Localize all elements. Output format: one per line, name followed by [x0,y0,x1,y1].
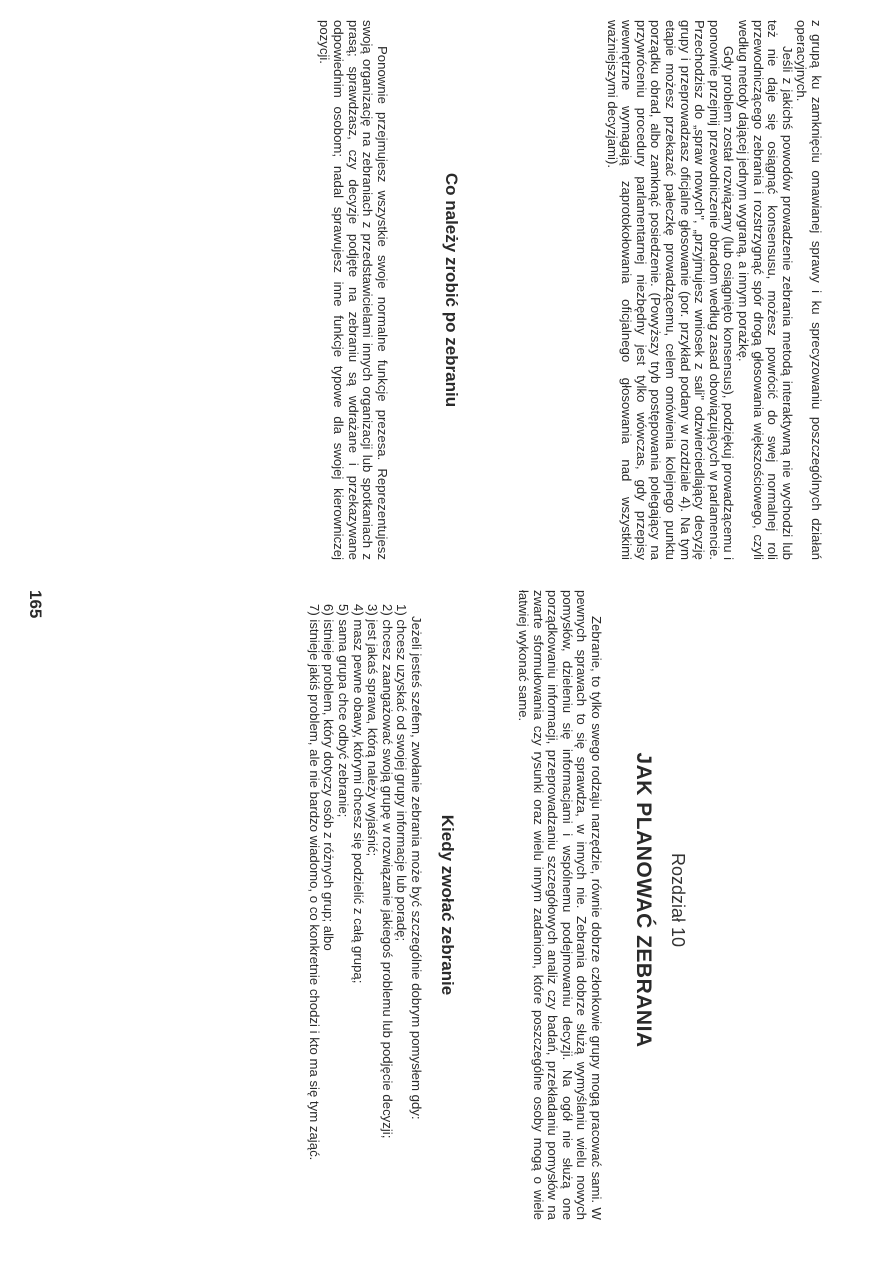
list-item: 4) masz pewne obawy, którymi chcesz się podzielić z całą grupą; [350,604,366,984]
intro-text: Zebranie, to tylko swego rodzaju narzędzie, równie dobrze członkowie grupy mogą pracować sami. W pewnych sprawach to się sprawdza, w innych nie. Zebrania dobrze służą wymyślaniu wielu nowych pomysłów, dzieleniu się informacjami i wspólnemu podejmowaniu decyzji. Na ogół nie służą one porządkowaniu informacji, przeprowadzaniu szczegółowych analiz czy badań, przekładaniu pomysłów na zwarte sformułowania czy rysunki oraz wielu innym zadaniom, które poszczególne osoby mogą o wiele łatwiej wykonać same. [516,590,604,1220]
list-item: 3) jest jakaś sprawa, którą należy wyjaśnić; [365,604,381,857]
section-after-body [316,20,389,560]
list-item: 6) istnieje problem, który dotyczy osób z różnych grup; albo [321,604,337,951]
section-after-paragraph: Ponownie przejmujesz wszystkie swoje normalne funkcje prezesa. Reprezentujesz swoją organizację na zebraniach z przedstawicielami innych organizacji lub spotkaniach z prasą; sprawdzasz, czy decyzje podjęte na zebraniu są wdrażane i przekazywane odpowiednim osobom; nadal sprawujesz inne funkcje typowe dla swojej kierowniczej pozycji. [316,20,390,560]
left-column [0,20,893,560]
continued-p1: z grupą ku zamknięciu omawianej sprawy i ku sprecyzowaniu poszczególnych działań operacyjnych. [794,20,824,560]
continued-p2: Jeśli z jakichś powodów prowadzenie zebrania metodą interaktywną nie wychodzi lub też nie daje się osiągnąć konsensusu, możesz powrócić do swej normalnej roli przewodniczącego zebrania i rozstrzygnąć spór drogą głosowania większościowego, czyli według metody dającej jednym wygraną, a innym porażkę. [736,20,795,560]
chapter-label: Rozdział 10 [668,852,688,948]
section-when-body [306,590,423,1220]
intro-paragraph [515,590,603,1220]
continued-text [604,20,823,560]
section-after-heading: Co należy zrobić po zebraniu [442,172,461,408]
page-number: 165 [26,590,45,619]
list-item: 2) chcesz zaangażować swoją grupę w rozwiązanie jakiegoś problemu lub podjęcie decyzji; [379,604,395,1139]
list-item: 5) sama grupa chce odbyć zebranie; [336,604,352,818]
section-when-heading: Kiedy zwołać zebranie [438,814,457,996]
chapter-title: JAK PLANOWAĆ ZEBRANIA [632,752,655,1048]
conditions-list [306,590,408,1220]
right-column [0,580,893,1220]
list-item: 7) istnieje jakiś problem, ale nie bardzo wiadomo, o co konkretnie chodzi i kto ma się tym zająć. [306,604,322,1161]
continued-p3: Gdy problem został rozwiązany (lub osiągnięto konsensus), podziękuj prowadzącemu i ponownie przejmij przewodniczenie obradom według zasad obowiązujących w parlamencie. Przechodzisz do „spraw nowych", „przyjmujesz wniosek z sali" odzwierciedlający decyzję grupy i przeprowadzasz oficjalne głosowanie (por. przykład podany w rozdziale 4). Na tym etapie możesz przekazać pałeczkę prowadzącemu, celem omówienia kolejnego punktu porządku obrad, albo zamknąć posiedzenie. (Powyższy tryb postępowania polegający na przywróceniu procedury parlamentarnej niezbędny jest tylko wówczas, gdy przepisy wewnętrzne wymagają zaprotokołowania oficjalnego głosowania nad wszystkimi ważniejszymi decyzjami). [604,20,737,560]
section-when-lead: Jeżeli jesteś szefem, zwołanie zebrania może być szczególnie dobrym pomysłem gdy: [409,616,424,1120]
list-item: 1) chcesz uzyskać od swojej grupy informacje lub poradę; [394,604,410,942]
